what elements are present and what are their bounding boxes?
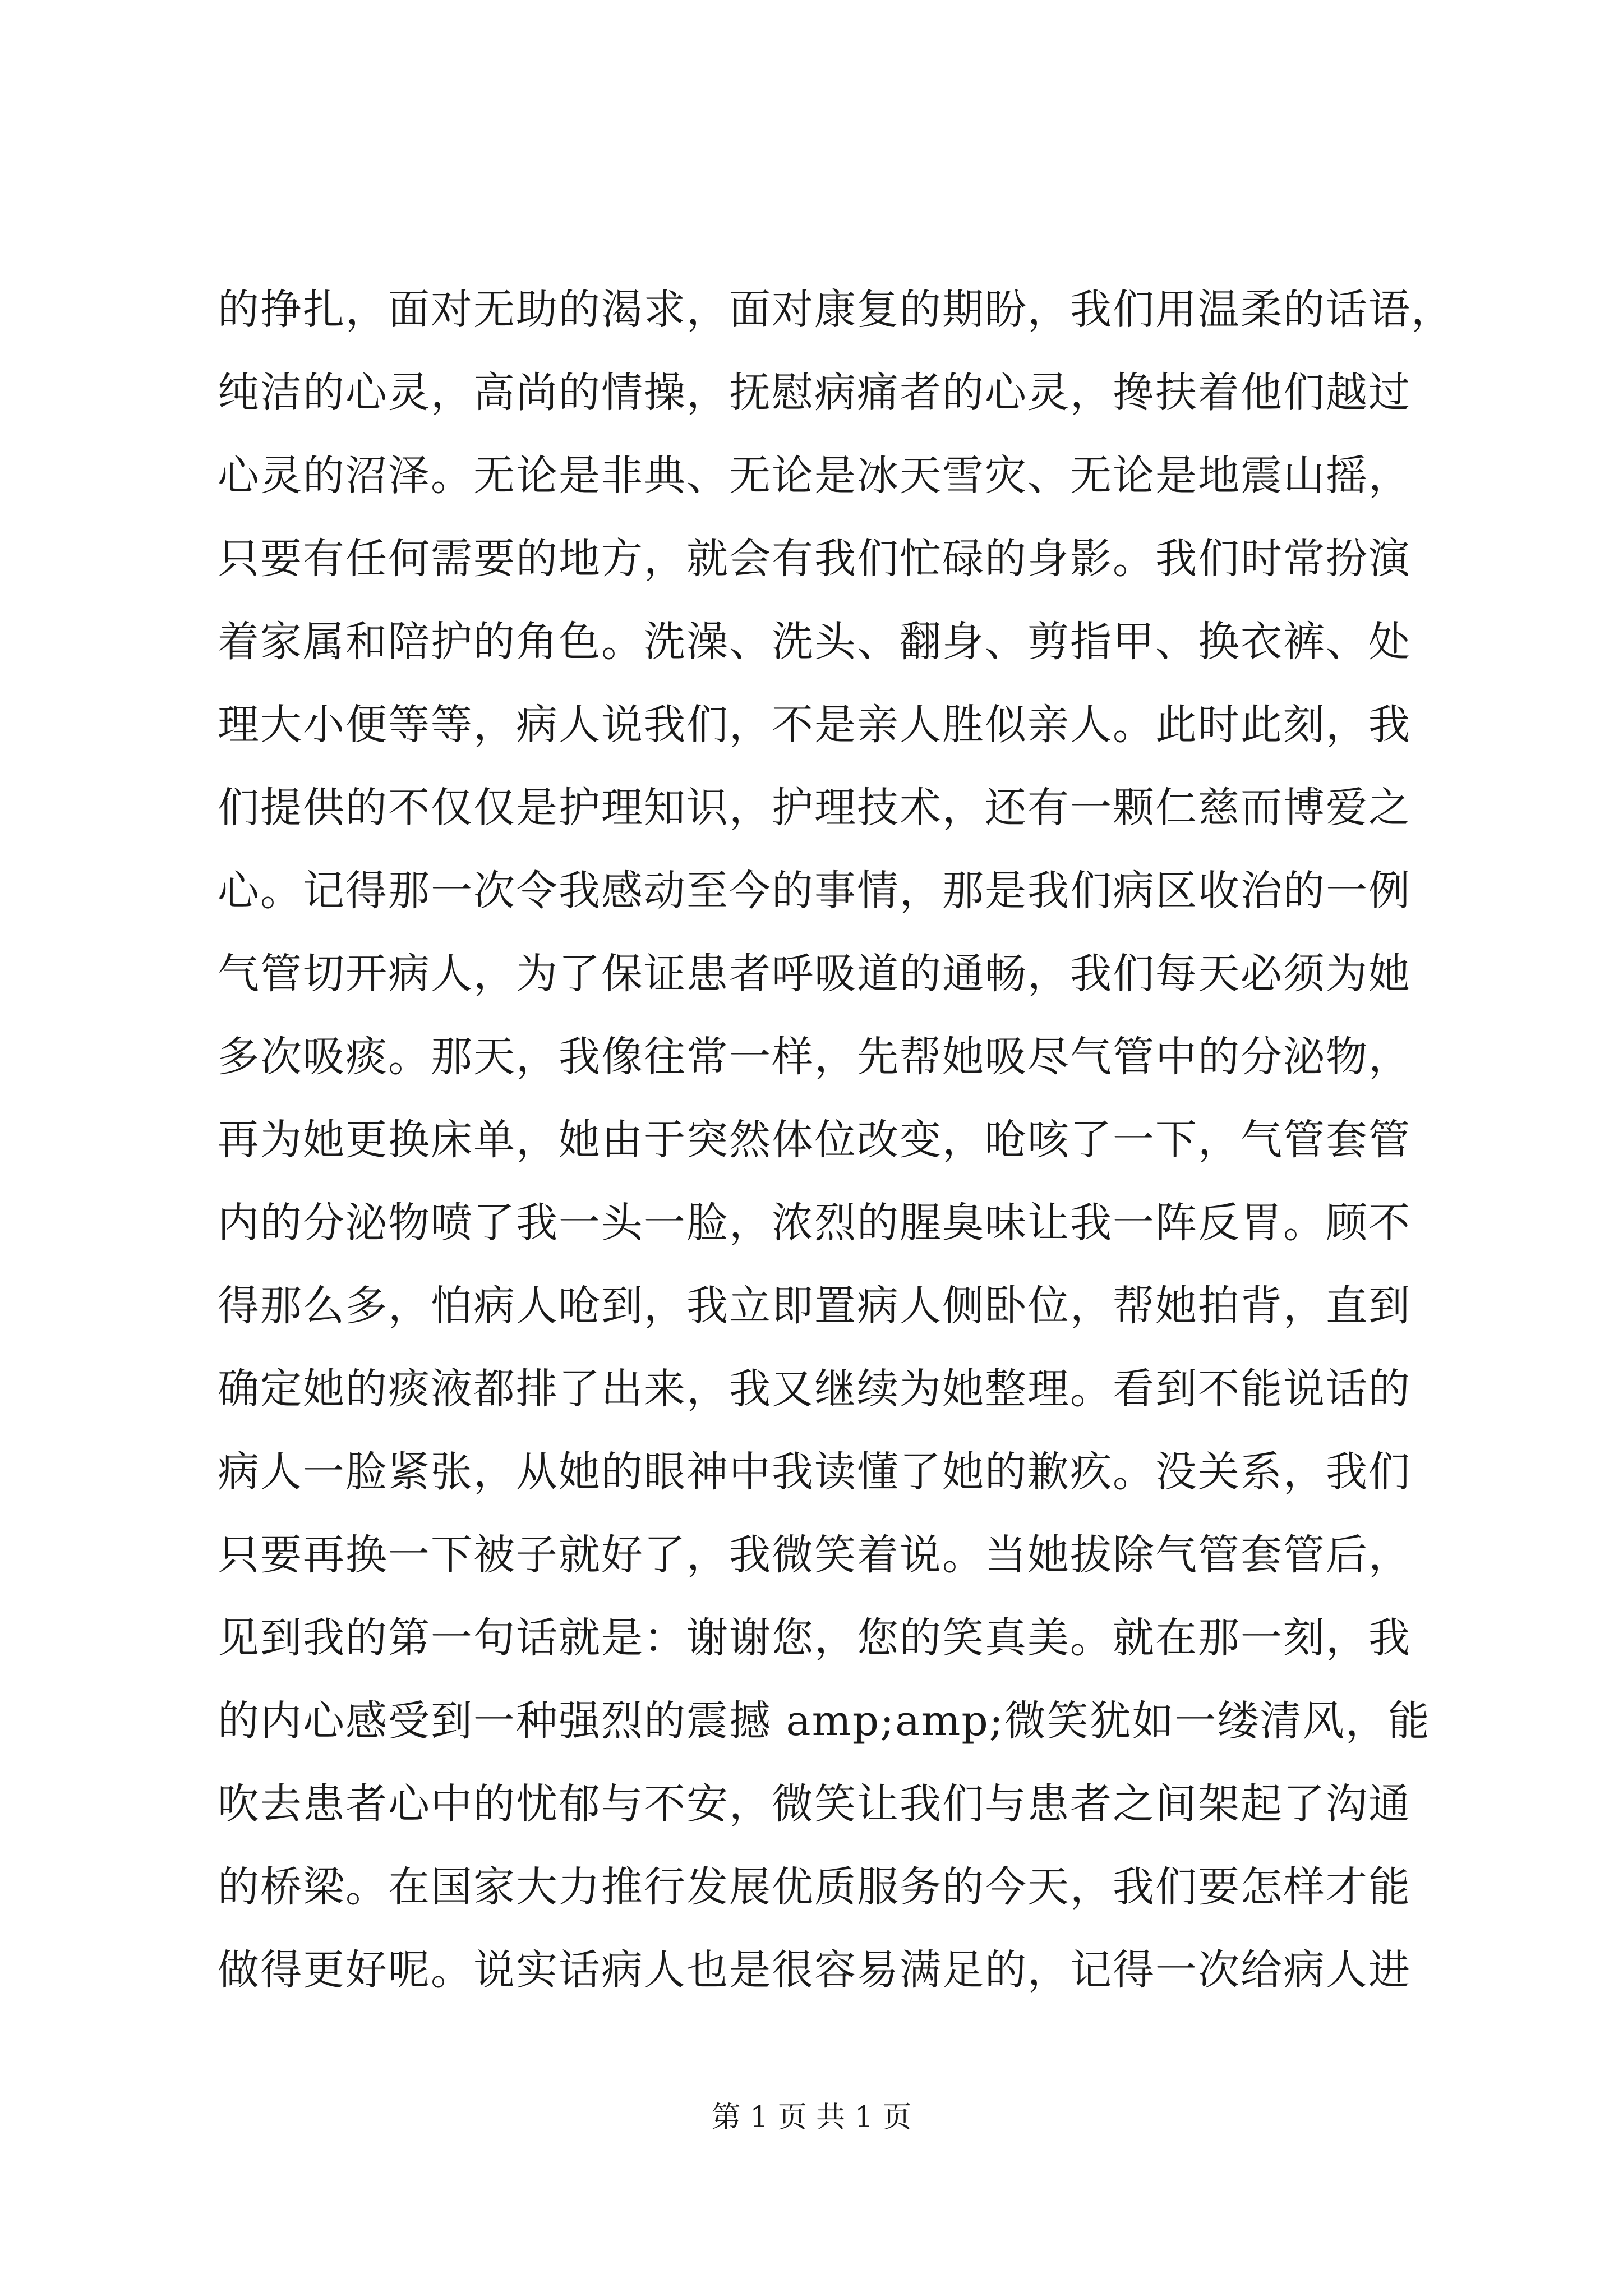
text-line: 内的分泌物喷了我一头一脸，浓烈的腥臭味让我一阵反胃。顾不 <box>218 1199 1411 1247</box>
text-line: 再为她更换床单，她由于突然体位改变，呛咳了一下，气管套管 <box>218 1116 1411 1164</box>
page-footer <box>0 2098 1623 2137</box>
text-line: 得那么多，怕病人呛到，我立即置病人侧卧位，帮她拍背，直到 <box>218 1282 1411 1330</box>
text-line: 病人一脸紧张，从她的眼神中我读懂了她的歉疚。没关系，我们 <box>218 1448 1411 1496</box>
text-line: 只要有任何需要的地方，就会有我们忙碌的身影。我们时常扮演 <box>218 535 1411 583</box>
text-line: 气管切开病人，为了保证患者呼吸道的通畅，我们每天必须为她 <box>218 950 1411 998</box>
text-line: 做得更好呢。说实话病人也是很容易满足的，记得一次给病人进 <box>218 1946 1411 1994</box>
text-line: 的桥梁。在国家大力推行发展优质服务的今天，我们要怎样才能 <box>218 1863 1411 1911</box>
text-line: 心灵的沼泽。无论是非典、无论是冰天雪灾、无论是地震山摇， <box>218 452 1411 500</box>
text-line: 只要再换一下被子就好了，我微笑着说。当她拔除气管套管后， <box>218 1531 1411 1579</box>
text-line: 吹去患者心中的忧郁与不安，微笑让我们与患者之间架起了沟通 <box>218 1780 1411 1828</box>
text-line: 确定她的痰液都排了出来，我又继续为她整理。看到不能说话的 <box>218 1365 1411 1413</box>
text-line: 着家属和陪护的角色。洗澡、洗头、翻身、剪指甲、换衣裤、处 <box>218 618 1411 666</box>
text-line: 纯洁的心灵，高尚的情操，抚慰病痛者的心灵，搀扶着他们越过 <box>218 369 1411 417</box>
text-line: 的挣扎，面对无助的渴求，面对康复的期盼，我们用温柔的话语， <box>218 286 1454 334</box>
body-text <box>218 268 1454 2012</box>
text-line: 心。记得那一次令我感动至今的事情，那是我们病区收治的一例 <box>218 867 1411 915</box>
text-line: 见到我的第一句话就是：谢谢您，您的笑真美。就在那一刻，我 <box>218 1614 1411 1662</box>
page-number: 第 1 页 共 1 页 <box>711 2101 912 2134</box>
text-line: 的内心感受到一种强烈的震撼 amp;amp;微笑犹如一缕清风，能 <box>218 1697 1431 1745</box>
text-line: 多次吸痰。那天，我像往常一样，先帮她吸尽气管中的分泌物， <box>218 1033 1411 1081</box>
text-line: 理大小便等等，病人说我们，不是亲人胜似亲人。此时此刻，我 <box>218 701 1411 749</box>
text-line: 们提供的不仅仅是护理知识，护理技术，还有一颗仁慈而博爱之 <box>218 784 1411 832</box>
